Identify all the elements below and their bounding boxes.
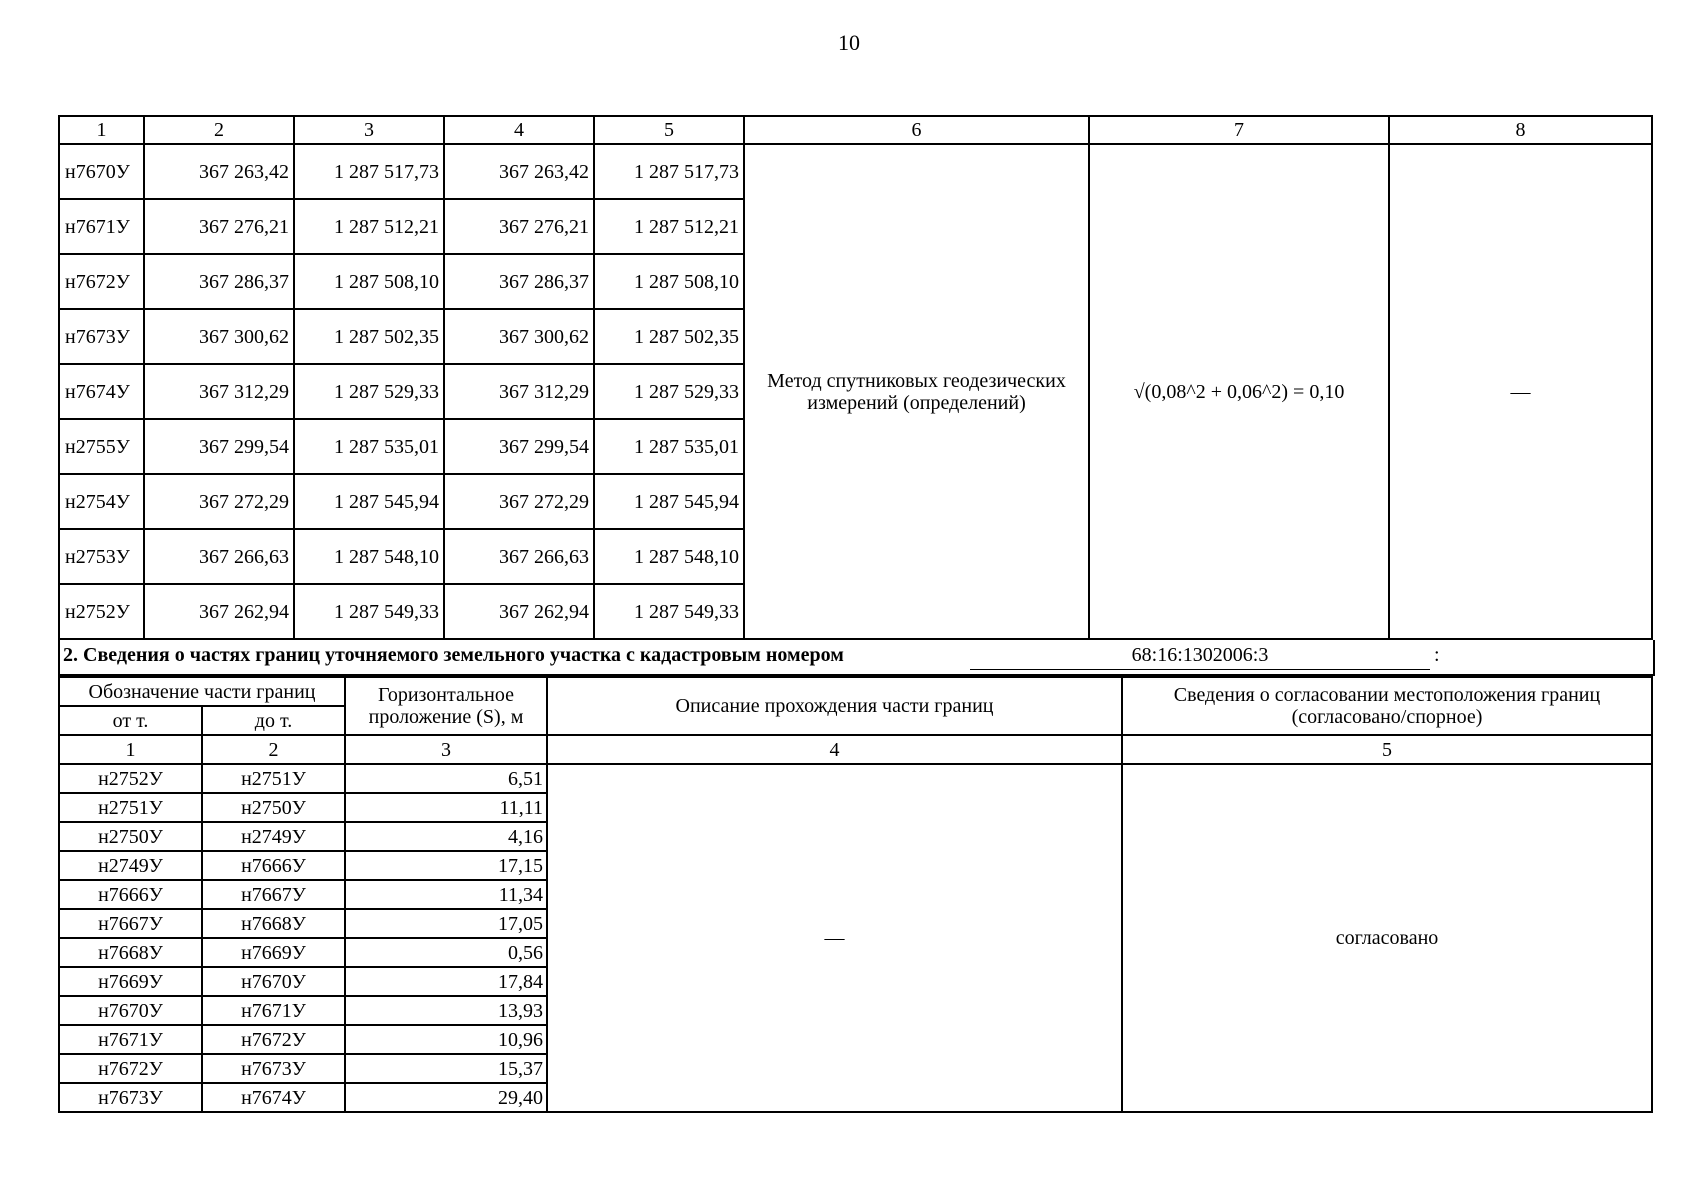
distance-value: 0,56 xyxy=(345,938,547,967)
from-point: н2749У xyxy=(59,851,202,880)
to-point: н2751У xyxy=(202,764,345,793)
point-name: н2752У xyxy=(59,584,144,639)
column-8-cell: — xyxy=(1389,144,1652,639)
coord-y-new: 1 287 545,94 xyxy=(594,474,744,529)
cadastral-number: 68:16:1302006:3 xyxy=(1131,644,1269,666)
column-number: 1 xyxy=(59,116,144,144)
table-row xyxy=(59,144,1652,199)
boundary-parts-table xyxy=(58,676,1653,1113)
description-cell: — xyxy=(547,764,1122,1112)
coord-y-new: 1 287 502,35 xyxy=(594,309,744,364)
coord-x-old: 367 262,94 xyxy=(144,584,294,639)
to-point: н7666У xyxy=(202,851,345,880)
coord-x-new: 367 262,94 xyxy=(444,584,594,639)
header-to: до т. xyxy=(202,706,345,735)
coord-y-new: 1 287 529,33 xyxy=(594,364,744,419)
from-point: н7673У xyxy=(59,1083,202,1112)
point-name: н2754У xyxy=(59,474,144,529)
coord-x-old: 367 272,29 xyxy=(144,474,294,529)
distance-value: 29,40 xyxy=(345,1083,547,1112)
to-point: н2750У xyxy=(202,793,345,822)
point-name: н7673У xyxy=(59,309,144,364)
coord-x-new: 367 312,29 xyxy=(444,364,594,419)
coord-x-old: 367 276,21 xyxy=(144,199,294,254)
column-number: 3 xyxy=(345,735,547,764)
column-number: 2 xyxy=(144,116,294,144)
column-number: 8 xyxy=(1389,116,1652,144)
table-header-row xyxy=(59,116,1652,144)
from-point: н2751У xyxy=(59,793,202,822)
coord-y-old: 1 287 529,33 xyxy=(294,364,444,419)
coord-y-old: 1 287 535,01 xyxy=(294,419,444,474)
column-number: 3 xyxy=(294,116,444,144)
distance-value: 17,84 xyxy=(345,967,547,996)
method-cell: Метод спутниковых геодезических измерений (определений) xyxy=(744,144,1089,639)
distance-value: 17,05 xyxy=(345,909,547,938)
from-point: н2750У xyxy=(59,822,202,851)
coord-x-old: 367 299,54 xyxy=(144,419,294,474)
section-title: 2. Сведения о частях границ уточняемого земельного участка с кадастровым номером xyxy=(63,644,844,666)
distance-value: 10,96 xyxy=(345,1025,547,1054)
from-point: н7667У xyxy=(59,909,202,938)
header-from: от т. xyxy=(59,706,202,735)
page-number: 10 xyxy=(838,30,860,55)
coord-y-old: 1 287 512,21 xyxy=(294,199,444,254)
coord-y-new: 1 287 549,33 xyxy=(594,584,744,639)
distance-value: 15,37 xyxy=(345,1054,547,1083)
table-row xyxy=(59,764,1652,793)
from-point: н7669У xyxy=(59,967,202,996)
column-number: 5 xyxy=(594,116,744,144)
to-point: н7669У xyxy=(202,938,345,967)
document-body xyxy=(58,115,1651,1113)
coord-x-new: 367 272,29 xyxy=(444,474,594,529)
column-number: 5 xyxy=(1122,735,1652,764)
section-2-heading xyxy=(58,640,1655,676)
coordinates-table xyxy=(58,115,1653,640)
coord-y-old: 1 287 548,10 xyxy=(294,529,444,584)
colon: : xyxy=(1434,644,1440,666)
coord-x-old: 367 266,63 xyxy=(144,529,294,584)
coord-y-old: 1 287 549,33 xyxy=(294,584,444,639)
coord-y-new: 1 287 517,73 xyxy=(594,144,744,199)
header-distance: Горизонтальное проложение (S), м xyxy=(345,677,547,735)
coord-x-new: 367 299,54 xyxy=(444,419,594,474)
distance-value: 4,16 xyxy=(345,822,547,851)
header-description: Описание прохождения части границ xyxy=(547,677,1122,735)
distance-value: 11,11 xyxy=(345,793,547,822)
column-number-row xyxy=(59,735,1652,764)
coord-y-new: 1 287 508,10 xyxy=(594,254,744,309)
to-point: н2749У xyxy=(202,822,345,851)
from-point: н2752У xyxy=(59,764,202,793)
distance-value: 6,51 xyxy=(345,764,547,793)
from-point: н7670У xyxy=(59,996,202,1025)
cadastral-underline xyxy=(970,669,1430,670)
column-number: 4 xyxy=(547,735,1122,764)
to-point: н7670У xyxy=(202,967,345,996)
to-point: н7667У xyxy=(202,880,345,909)
coord-x-old: 367 286,37 xyxy=(144,254,294,309)
agreement-cell: согласовано xyxy=(1122,764,1652,1112)
from-point: н7671У xyxy=(59,1025,202,1054)
point-name: н7674У xyxy=(59,364,144,419)
point-name: н2753У xyxy=(59,529,144,584)
coord-x-new: 367 276,21 xyxy=(444,199,594,254)
coord-x-old: 367 263,42 xyxy=(144,144,294,199)
column-number: 2 xyxy=(202,735,345,764)
coord-y-old: 1 287 508,10 xyxy=(294,254,444,309)
coord-x-old: 367 300,62 xyxy=(144,309,294,364)
to-point: н7673У xyxy=(202,1054,345,1083)
column-number: 4 xyxy=(444,116,594,144)
coord-x-new: 367 263,42 xyxy=(444,144,594,199)
coord-y-old: 1 287 517,73 xyxy=(294,144,444,199)
to-point: н7672У xyxy=(202,1025,345,1054)
coord-y-old: 1 287 502,35 xyxy=(294,309,444,364)
coord-x-new: 367 300,62 xyxy=(444,309,594,364)
point-name: н7670У xyxy=(59,144,144,199)
column-number: 1 xyxy=(59,735,202,764)
coord-x-new: 367 266,63 xyxy=(444,529,594,584)
header-designation: Обозначение части границ xyxy=(59,677,345,706)
table-header-row xyxy=(59,677,1652,706)
accuracy-cell: √(0,08^2 + 0,06^2) = 0,10 xyxy=(1089,144,1389,639)
from-point: н7666У xyxy=(59,880,202,909)
to-point: н7674У xyxy=(202,1083,345,1112)
from-point: н7668У xyxy=(59,938,202,967)
from-point: н7672У xyxy=(59,1054,202,1083)
to-point: н7668У xyxy=(202,909,345,938)
distance-value: 13,93 xyxy=(345,996,547,1025)
header-agreement: Сведения о согласовании местоположения границ (согласовано/спорное) xyxy=(1122,677,1652,735)
coord-y-new: 1 287 512,21 xyxy=(594,199,744,254)
point-name: н2755У xyxy=(59,419,144,474)
column-number: 6 xyxy=(744,116,1089,144)
distance-value: 17,15 xyxy=(345,851,547,880)
point-name: н7671У xyxy=(59,199,144,254)
column-number: 7 xyxy=(1089,116,1389,144)
coord-y-new: 1 287 548,10 xyxy=(594,529,744,584)
coord-y-new: 1 287 535,01 xyxy=(594,419,744,474)
distance-value: 11,34 xyxy=(345,880,547,909)
coord-x-old: 367 312,29 xyxy=(144,364,294,419)
coord-x-new: 367 286,37 xyxy=(444,254,594,309)
to-point: н7671У xyxy=(202,996,345,1025)
coord-y-old: 1 287 545,94 xyxy=(294,474,444,529)
point-name: н7672У xyxy=(59,254,144,309)
